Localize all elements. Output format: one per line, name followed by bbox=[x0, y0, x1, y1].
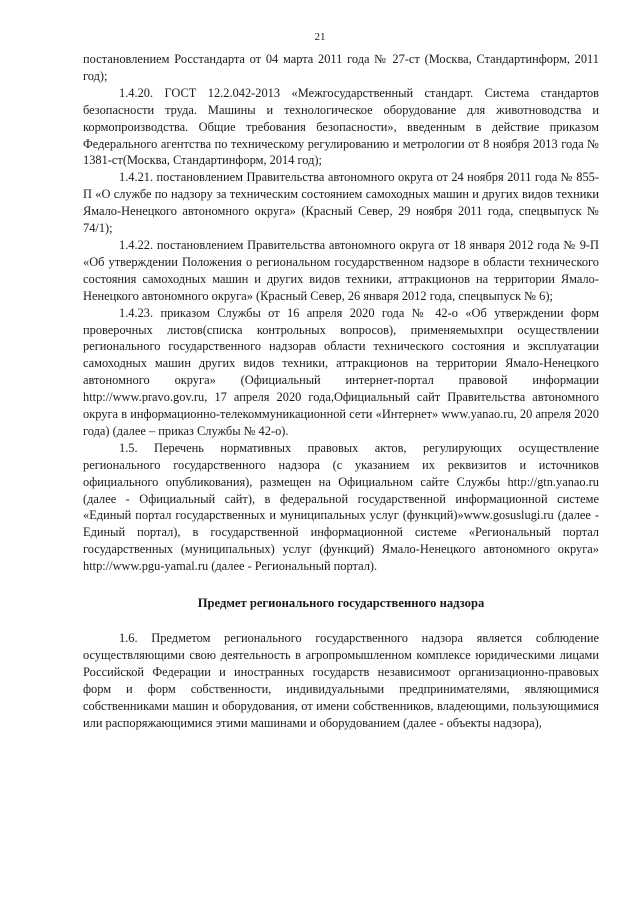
paragraph: 1.5. Перечень нормативных правовых актов, регулирующих осуществление регионального государственного надзора (с указанием их реквизитов и источников официального опубликования), размещен на Официальном сайте Службы http://gtn.yanao.ru (далее - Официальный сайт), в федеральной государственной информационной системе «Единый портал государственных и муниципальных услуг (функций)»www.gosuslugi.ru (далее - Единый портал), в государственной информационной системе «Региональный портал государственных (муниципальных) услуг (функций) Ямало-Ненецкого автономного округа» http://www.pgu-yamal.ru (далее - Региональный портал). bbox=[83, 440, 599, 574]
document-body bbox=[83, 51, 599, 731]
section-heading: Предмет регионального государственного надзора bbox=[197, 596, 485, 611]
paragraph: 1.4.20. ГОСТ 12.2.042-2013 «Межгосударственный стандарт. Система стандартов безопасности труда. Машины и технологическое оборудование для животноводства и кормопроизводства. Общие требования безопасности», введенным в действие приказом Федерального агентства по техническому регулированию и метрологии от 8 ноября 2013 года № 1381-ст(Москва, Стандартинформ, 2014 год); bbox=[83, 85, 599, 168]
paragraph: постановлением Росстандарта от 04 марта 2011 года № 27-ст (Москва, Стандартинформ, 2011 год); bbox=[83, 52, 599, 83]
paragraph: 1.4.21. постановлением Правительства автономного округа от 24 ноября 2011 года № 855-П «О службе по надзору за техническим состоянием самоходных машин и других видов техники Ямало-Ненецкого автономного округа» (Красный Север, 29 ноября 2011 года, спецвыпуск № 74/1); bbox=[83, 170, 599, 236]
paragraph: 1.6. Предметом регионального государственного надзора является соблюдение осуществляющими свою деятельность в агропромышленном комплексе юридическими лицами Российской Федерации и иностранных государств независимоот организационно-правовых форм и форм собственности, индивидуальными предпринимателями, являющимися собственниками машин и оборудования, от имени собственников, владеющими, пользующимися или распоряжающимися этими машинами и оборудованием (далее - объекты надзора), bbox=[83, 631, 599, 730]
page-number: 21 bbox=[314, 31, 326, 43]
paragraph: 1.4.22. постановлением Правительства автономного округа от 18 января 2012 года № 9-П «Об утверждении Положения о региональном государственном надзоре в области технического состояния самоходных машин и других видов техники, аттракционов на территории Ямало-Ненецкого автономного округа» (Красный Север, 26 января 2012 года, спецвыпуск № 6); bbox=[83, 237, 599, 303]
paragraph: 1.4.23. приказом Службы от 16 апреля 2020 года № 42-о «Об утверждении форм проверочных листов(списка контрольных вопросов), применяемыхпри осуществлении регионального государственного надзорав области технического состояния и эксплуатации самоходных машин других видов техники, аттракционов на территории Ямало-Ненецкого автономного округа» (Официальный интернет-портал правовой информации http://www.pravo.gov.ru, 17 апреля 2020 года,Официальный сайт Правительства автономного округа в информационно-телекоммуникационной сети «Интернет» www.yanao.ru, 20 апреля 2020 года) (далее – приказ Службы № 42-о). bbox=[83, 305, 599, 438]
